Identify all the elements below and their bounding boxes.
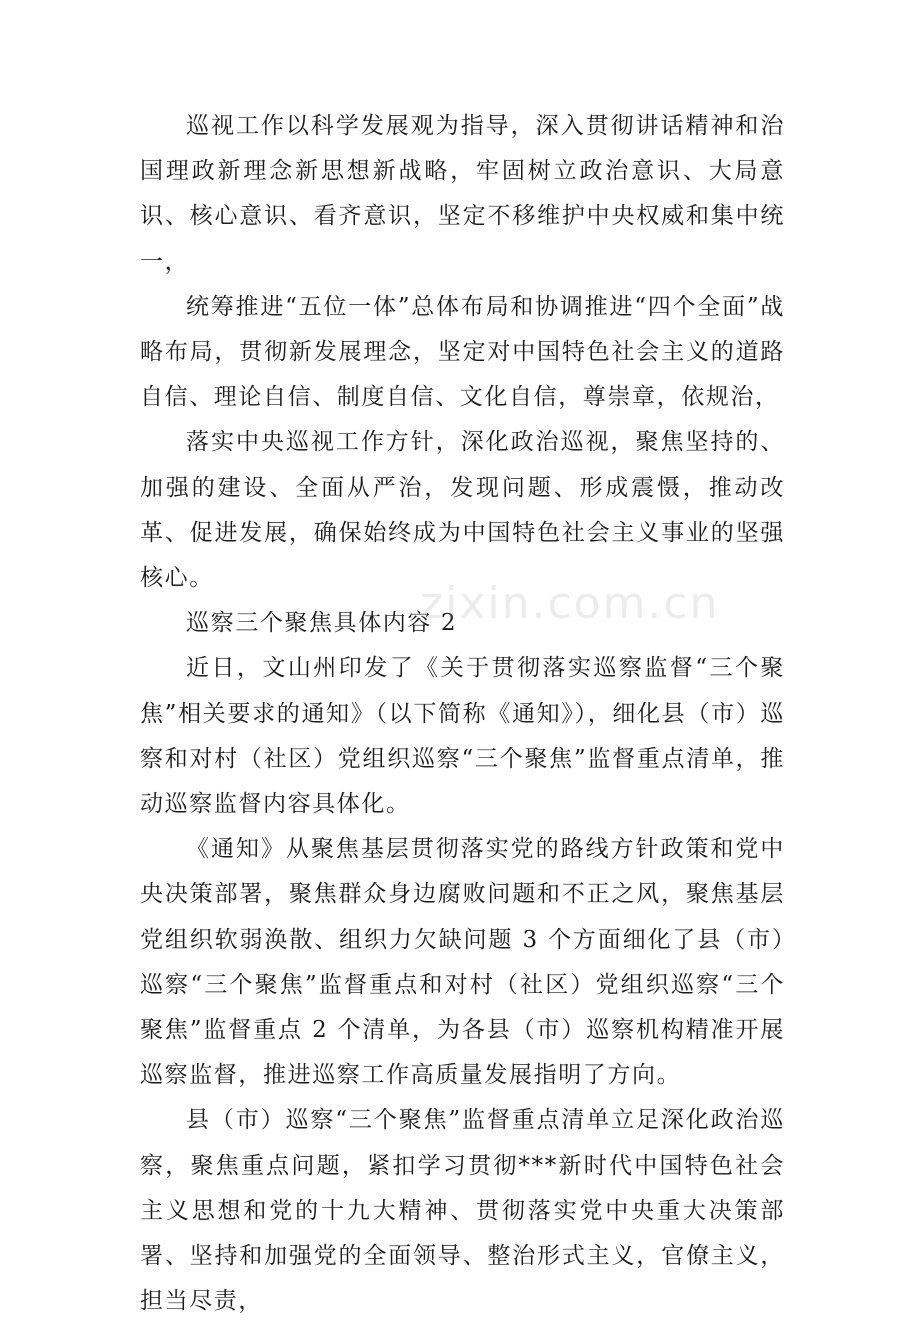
paragraph-3: 落实中央巡视工作方针，深化政治巡视，聚焦坚持的、加强的建设、全面从严治，发现问题、形成震慑，推动改革、促进发展，确保始终成为中国特色社会主义事业的坚强核心。 — [140, 429, 785, 592]
section-heading: 巡察三个聚焦具体内容 2 — [186, 610, 458, 637]
paragraph-6: 县（市）巡察“三个聚焦”监督重点清单立足深化政治巡察，聚焦重点问题，紧扣学习贯彻***新时代中国特色社会主义思想和党的十九大精神、贯彻落实党中央重大决策部署、坚持和加强党的全面领导、整治形式主义，官僚主义，担当尽责， — [140, 1107, 785, 1315]
paragraph-2: 统筹推进“五位一体”总体布局和协调推进“四个全面”战略布局，贯彻新发展理念，坚定对中国特色社会主义的道路自信、理论自信、制度自信、文化自信，尊崇章，依规治， — [140, 293, 785, 411]
watermark: zixin.com.cn — [420, 578, 720, 629]
document-body — [140, 104, 785, 1324]
paragraph-1: 巡视工作以科学发展观为指导，深入贯彻讲话精神和治国理政新理念新思想新战略，牢固树立政治意识、大局意识、核心意识、看齐意识，坚定不移维护中央权威和集中统一， — [140, 113, 785, 275]
paragraph-5: 《通知》从聚焦基层贯彻落实党的路线方针政策和党中央决策部署，聚焦群众身边腐败问题和不正之风，聚焦基层党组织软弱涣散、组织力欠缺问题 3 个方面细化了县（市）巡察“三个聚焦”监督重点和对村（社区）党组织巡察“三个聚焦”监督重点 2 个清单，为各县（市）巡察机构精准开展巡察监督，推进巡察工作高质量发展指明了方向。 — [140, 836, 785, 1089]
paragraph-4: 近日，文山州印发了《关于贯彻落实巡察监督“三个聚焦”相关要求的通知》（以下简称《通知》），细化县（市）巡察和对村（社区）党组织巡察“三个聚焦”监督重点清单，推动巡察监督内容具体化。 — [140, 655, 785, 818]
